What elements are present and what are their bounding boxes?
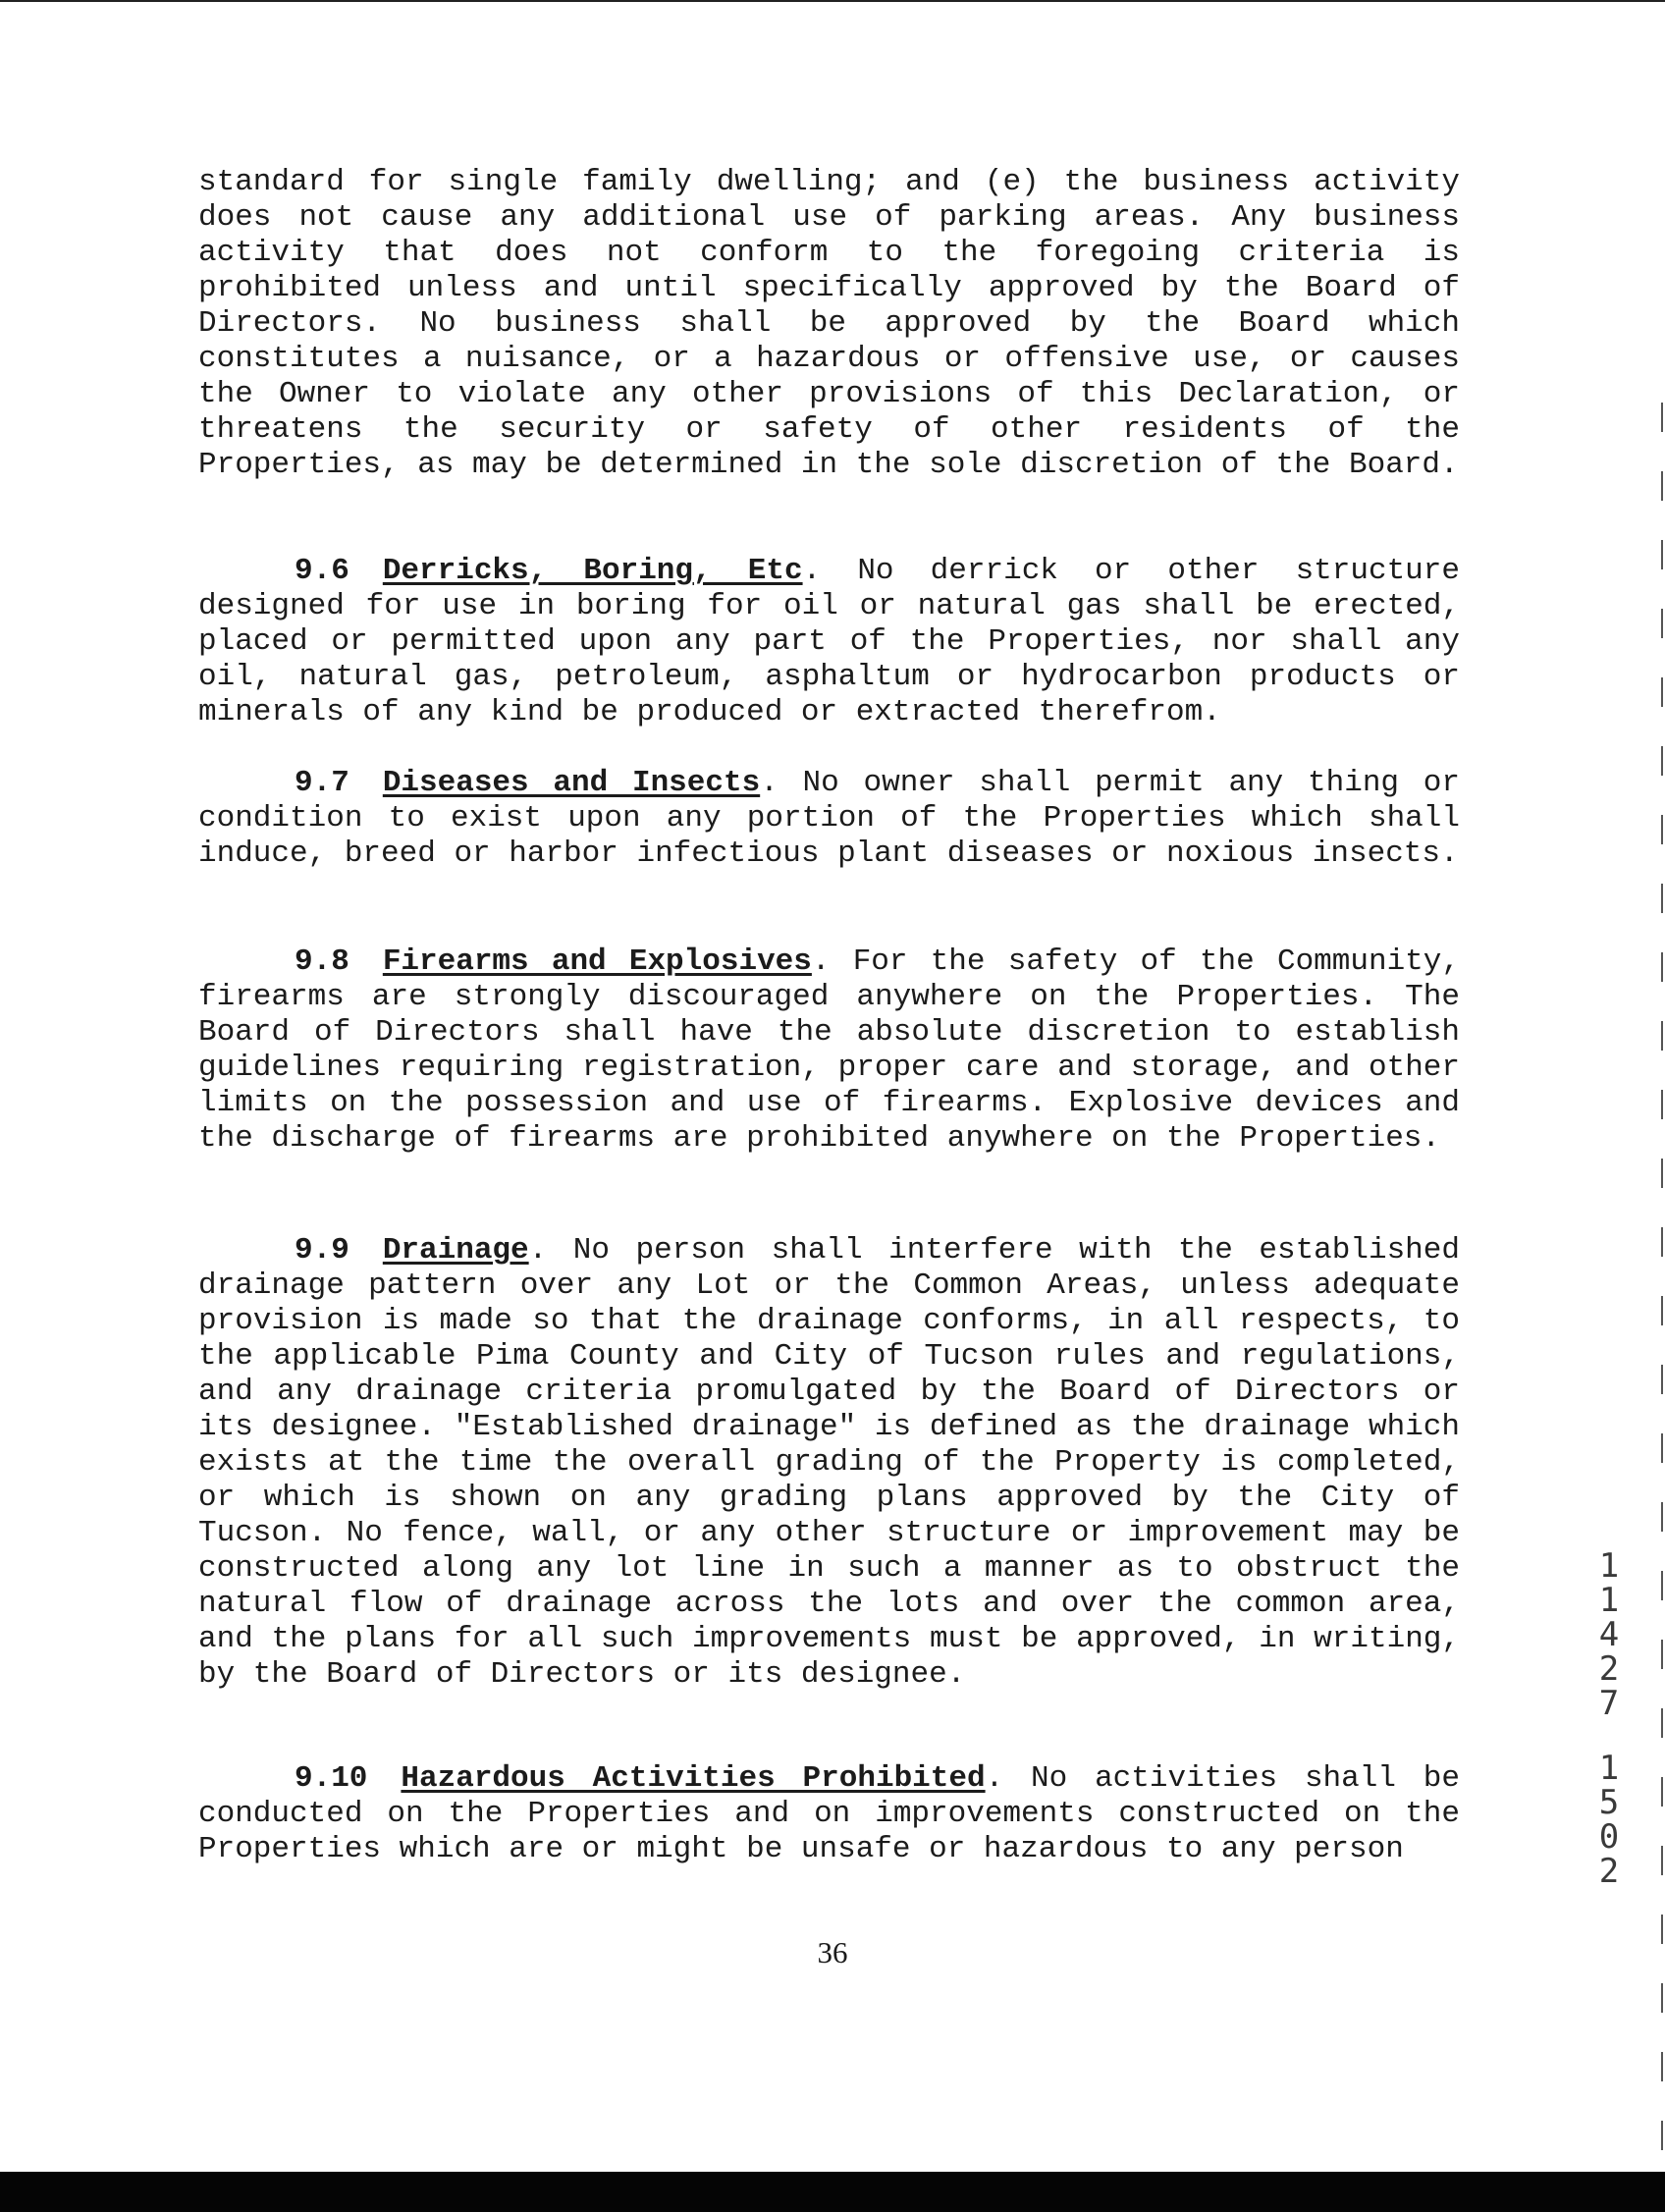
section-heading: Hazardous Activities Prohibited	[401, 1761, 986, 1796]
scan-top-edge	[0, 0, 1665, 2]
section-body: . No person shall interfere with the established drainage pattern over any Lot or the Common Areas, unless adequate provision is made so that the drainage conforms, in all respects, to the applicable Pima County and City of Tucson rules and regulations, and any drainage criteria promulgated by the Board of Directors or its designee. "Established drainage" is defined as the drainage which exists at the time the overall grading of the Property is completed, or which is shown on any grading plans approved by the City of Tucson. No fence, wall, or any other structure or improvement may be constructed along any lot line in such a manner as to obstruct the natural flow of drainage across the lots and over the common area, and the plans for all such improvements must be approved, in writing, by the Board of Directors or its designee.	[198, 1233, 1460, 1692]
section-heading: Derricks, Boring, Etc	[382, 554, 803, 588]
section-number: 9.9	[295, 1233, 349, 1268]
section-9-8	[198, 944, 1460, 1157]
section-number: 9.6	[295, 554, 349, 588]
section-9-9	[198, 1233, 1460, 1693]
section-9-10	[198, 1761, 1460, 1867]
stamp-digit: 0	[1598, 1817, 1620, 1857]
stamp-digit: 1	[1598, 1546, 1620, 1586]
stamp-digit: 7	[1598, 1684, 1620, 1723]
section-9-7	[198, 766, 1460, 872]
stamp-digit: 1	[1598, 1581, 1620, 1620]
scan-right-edge	[1661, 403, 1663, 2150]
stamp-digit: 1	[1598, 1749, 1620, 1788]
page-number: 36	[817, 1935, 848, 1969]
section-body: . No activities shall be conducted on the Properties and on improvements constructed on the Properties which are or might be unsafe or hazardous to any person	[198, 1761, 1460, 1866]
stamp-digit: 4	[1598, 1615, 1620, 1654]
section-number: 9.7	[295, 766, 349, 800]
stamp-digit: 2	[1598, 1852, 1620, 1891]
section-heading: Diseases and Insects	[382, 766, 761, 800]
stamp-digit: 5	[1598, 1783, 1620, 1822]
section-heading: Firearms and Explosives	[382, 944, 812, 979]
recording-stamp-lower	[1594, 1749, 1624, 1891]
section-body: . For the safety of the Community, firearms are strongly discouraged anywhere on the Properties. The Board of Directors shall have the absolute discretion to establish guidelines requiring registration, proper care and storage, and other limits on the possession and use of firearms. Explosive devices and the discharge of firearms are prohibited anywhere on the Properties.	[198, 944, 1460, 1156]
section-body: . No derrick or other structure designed for use in boring for oil or natural gas shall be erected, placed or permitted upon any part of the Properties, nor shall any oil, natural gas, petroleum, asphaltum or hydrocarbon products or minerals of any kind be produced or extracted therefrom.	[198, 554, 1460, 729]
stamp-digit: 2	[1598, 1649, 1620, 1689]
section-9-6	[198, 554, 1460, 730]
paragraph-continuation	[198, 165, 1460, 483]
section-body: . No owner shall permit any thing or condition to exist upon any portion of the Properties which shall induce, breed or harbor infectious plant diseases or noxious insects.	[198, 766, 1460, 871]
recording-stamp-upper	[1594, 1546, 1624, 1723]
section-heading: Drainage	[382, 1233, 529, 1268]
section-number: 9.10	[295, 1761, 368, 1796]
section-number: 9.8	[295, 944, 349, 979]
scan-bottom-edge	[0, 2172, 1665, 2212]
continuation-text: standard for single family dwelling; and (e) the business activity does not cause any additional use of parking areas. Any business activity that does not conform to the foregoing criteria is prohibited unless and until specifically approved by the Board of Directors. No business shall be approved by the Board which constitutes a nuisance, or a hazardous or offensive use, or causes the Owner to violate any other provisions of this Declaration, or threatens the security or safety of other residents of the Properties, as may be determined in the sole discretion of the Board.	[198, 165, 1460, 482]
